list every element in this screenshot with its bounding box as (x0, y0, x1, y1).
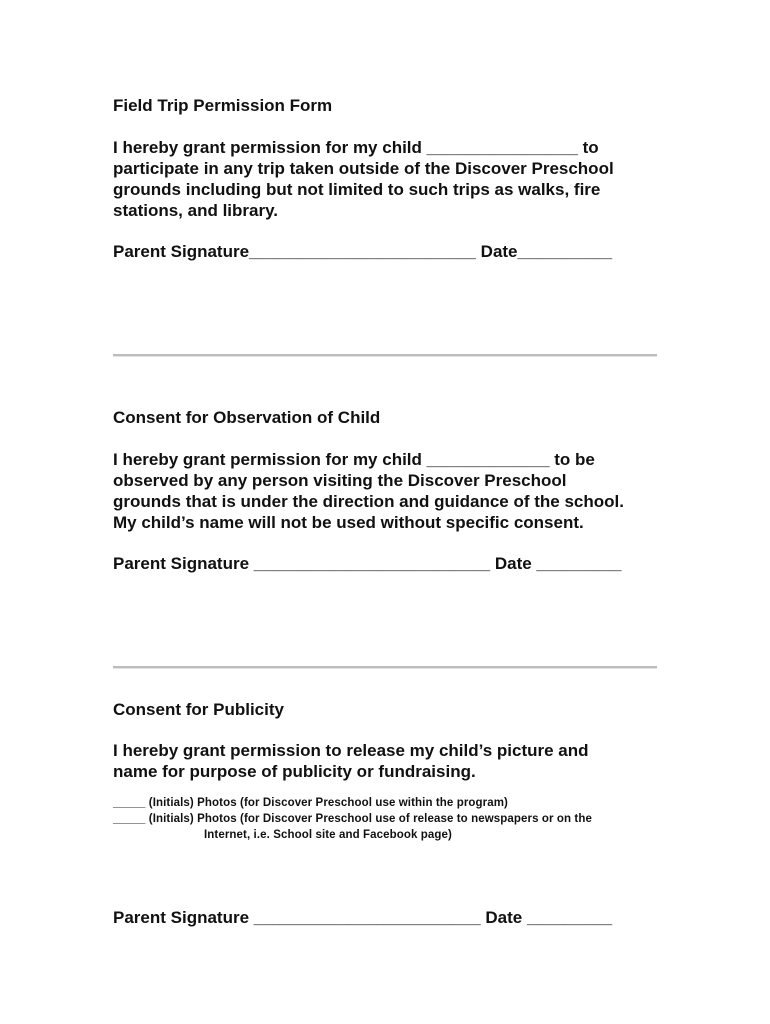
publicity-title: Consent for Publicity (113, 700, 284, 719)
observation-paragraph (113, 449, 658, 533)
observation-section (113, 407, 658, 428)
field-trip-line-3: grounds including but not limited to such trips as walks, fire (113, 180, 601, 199)
observation-signature-row (113, 553, 658, 574)
publicity-signature-line: Parent Signature ________________________ Date _________ (113, 908, 613, 927)
publicity-option-internal: _____ (Initials) Photos (for Discover Preschool use within the program) (113, 797, 508, 809)
field-trip-title: Field Trip Permission Form (113, 96, 333, 115)
publicity-section (113, 699, 658, 720)
publicity-option-external: _____ (Initials) Photos (for Discover Preschool use of release to newspapers or on the (113, 813, 592, 825)
publicity-options (113, 795, 658, 843)
field-trip-signature-row (113, 241, 658, 262)
field-trip-signature-line: Parent Signature________________________ Date__________ (113, 242, 613, 261)
field-trip-body (113, 137, 658, 221)
publicity-line-1: I hereby grant permission to release my child’s picture and (113, 741, 589, 760)
observation-body (113, 449, 658, 533)
field-trip-line-1: I hereby grant permission for my child ________________ to (113, 138, 599, 157)
section-divider-1 (113, 354, 657, 357)
field-trip-line-4: stations, and library. (113, 201, 279, 220)
publicity-signature-row (113, 907, 658, 928)
observation-line-3: grounds that is under the direction and guidance of the school. (113, 492, 624, 511)
publicity-paragraph (113, 740, 658, 782)
section-divider-2 (113, 666, 657, 669)
publicity-option-continuation: Internet, i.e. School site and Facebook page) (204, 829, 452, 841)
observation-line-4: My child’s name will not be used without specific consent. (113, 513, 584, 532)
field-trip-line-2: participate in any trip taken outside of the Discover Preschool (113, 159, 614, 178)
observation-title: Consent for Observation of Child (113, 408, 381, 427)
field-trip-paragraph (113, 137, 658, 221)
publicity-body (113, 740, 658, 782)
observation-line-2: observed by any person visiting the Discover Preschool (113, 471, 567, 490)
publicity-line-2: name for purpose of publicity or fundraising. (113, 762, 476, 781)
observation-line-1: I hereby grant permission for my child _____________ to be (113, 450, 595, 469)
field-trip-section (113, 95, 658, 116)
observation-signature-line: Parent Signature _________________________ Date _________ (113, 554, 622, 573)
